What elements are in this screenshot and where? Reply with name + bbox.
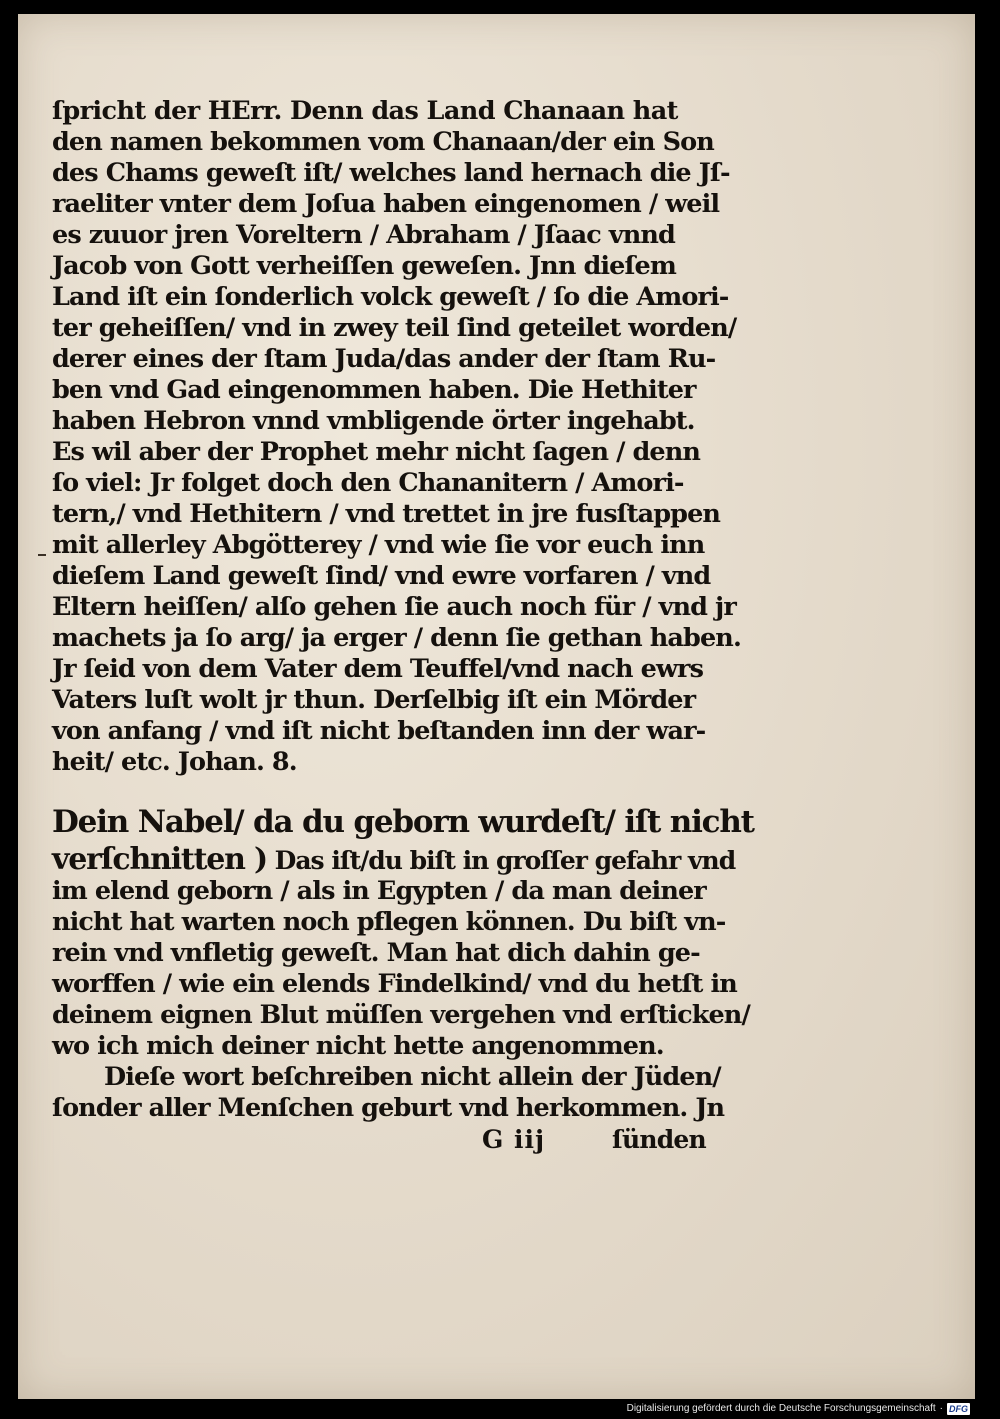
- gloss-text: Das iſt/du biſt in groſſer gefahr vnd: [266, 846, 736, 875]
- catchword: ſünden: [612, 1125, 706, 1154]
- lemma-heading-line: [52, 800, 752, 844]
- page-foot: [52, 1124, 752, 1155]
- credit-text: Digitalisierung gefördert durch die Deutsche Forschungsgemeinschaft: [626, 1403, 936, 1414]
- text-line: haben Hebron vnnd vmbligende örter ingehabt.: [52, 406, 695, 436]
- text-line: Jacob von Gott verheiſſen geweſen. Jnn dieſem: [52, 251, 676, 281]
- text-line: wo ich mich deiner nicht hette angenommen.: [52, 1031, 664, 1061]
- lemma-text: Dein Nabel/ da du geborn wurdeſt/ iſt nicht: [52, 804, 754, 840]
- text-line: tern,/ vnd Hethitern / vnd trettet in jre fusſtappen: [52, 499, 721, 529]
- book-page: [18, 14, 975, 1399]
- text-line: des Chams geweſt iſt/ welches land hernach die Jſ-: [52, 158, 730, 188]
- paragraph-gap: [52, 778, 752, 800]
- text-line: Es wil aber der Prophet mehr nicht ſagen / denn: [52, 437, 700, 467]
- text-line: dieſem Land geweſt ſind/ vnd ewre vorfaren / vnd: [52, 561, 711, 591]
- text-line: nicht hat warten noch pflegen können. Du biſt vn-: [52, 907, 726, 937]
- text-line: machets ja ſo arg/ ja erger / denn ſie gethan haben.: [52, 623, 741, 653]
- text-line: worffen / wie ein elends Findelkind/ vnd du hetſt in: [52, 969, 737, 999]
- credit-separator: ·: [939, 1403, 943, 1414]
- text-line: von anfang / vnd iſt nicht beſtanden inn der war-: [52, 716, 706, 746]
- text-line: deinem eignen Blut müſſen vergehen vnd erſticken/: [52, 1000, 750, 1030]
- text-line: Dieſe wort beſchreiben nicht allein der Jüden/: [104, 1062, 721, 1092]
- text-line: ſo viel: Jr folget doch den Chananitern / Amori-: [52, 468, 684, 498]
- digitization-credit: [627, 1401, 970, 1417]
- page-text: [52, 96, 752, 1155]
- text-line: heit/ etc. Johan. 8.: [52, 747, 297, 777]
- text-line: Vaters luſt wolt jr thun. Derſelbig iſt ein Mörder: [52, 685, 696, 715]
- dfg-logo: DFG: [949, 1404, 968, 1414]
- text-line: Jr ſeid von dem Vater dem Teuffel/vnd nach ewrs: [52, 654, 704, 684]
- signature-mark: G iij: [482, 1125, 546, 1154]
- text-line: ſpricht der HErr. Denn das Land Chanaan hat: [52, 96, 678, 126]
- text-line: mit allerley Abgötterey / vnd wie ſie vor euch inn: [52, 530, 705, 560]
- lemma-text: verſchnitten ): [52, 842, 267, 877]
- text-line: im elend geborn / als in Egypten / da man deiner: [52, 876, 706, 906]
- margin-mark: [38, 554, 46, 556]
- text-line: den namen bekommen vom Chanaan/der ein Son: [52, 127, 714, 157]
- text-line: Eltern heiſſen/ alſo gehen ſie auch noch für / vnd jr: [52, 592, 736, 622]
- text-line: rein vnd vnfletig geweſt. Man hat dich dahin ge-: [52, 938, 700, 968]
- text-line: ben vnd Gad eingenommen haben. Die Hethiter: [52, 375, 696, 405]
- text-line: ter geheiſſen/ vnd in zwey teil ſind geteilet worden/: [52, 313, 737, 343]
- text-line: derer eines der ſtam Juda/das ander der ſtam Ru-: [52, 344, 716, 374]
- text-line: ſonder aller Menſchen geburt vnd herkommen. Jn: [52, 1093, 725, 1123]
- text-line: Land iſt ein ſonderlich volck geweſt / ſo die Amori-: [52, 282, 729, 312]
- text-line: es zuuor jren Voreltern / Abraham / Jſaac vnnd: [52, 220, 675, 250]
- text-line: raeliter vnter dem Joſua haben eingenomen / weil: [52, 189, 720, 219]
- lemma-continuation-line: [52, 844, 752, 876]
